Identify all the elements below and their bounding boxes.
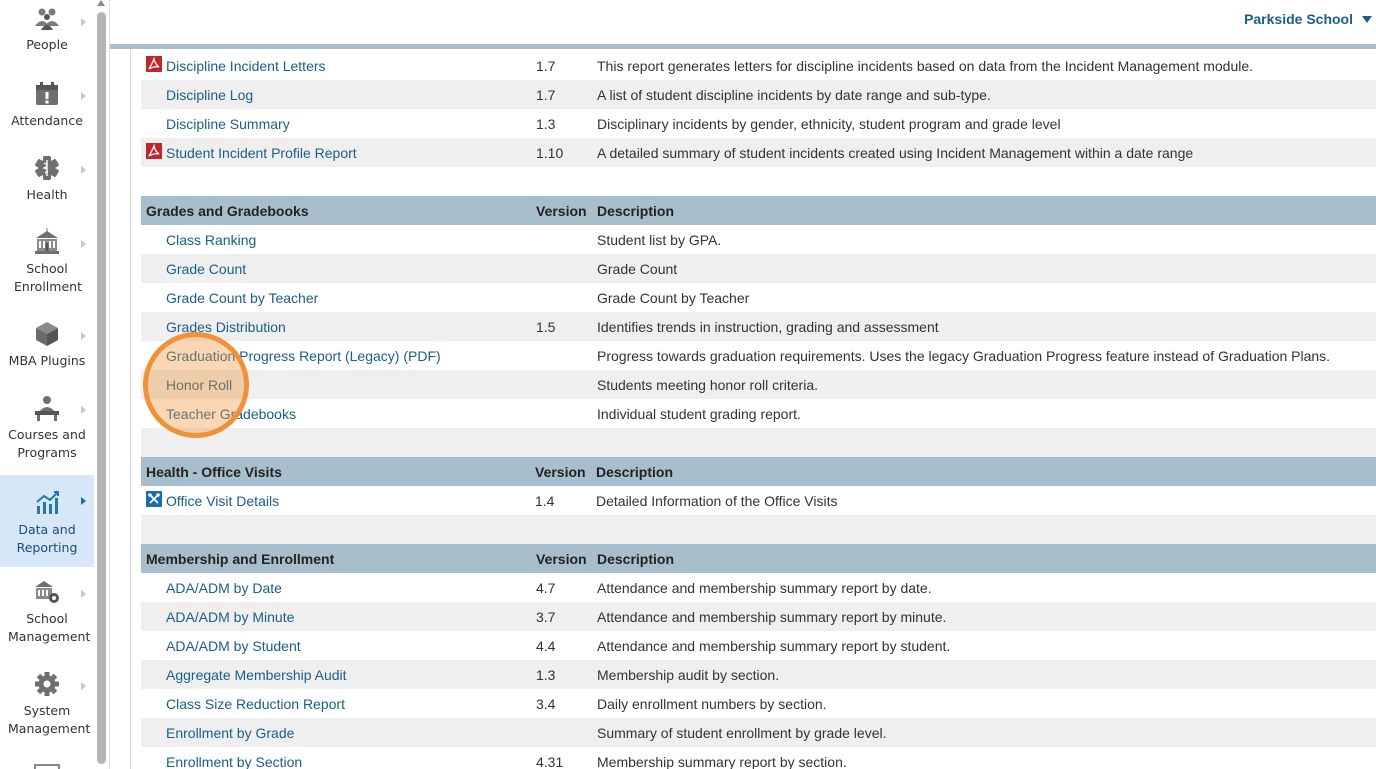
section-title: Health - Office Visits: [146, 464, 282, 480]
sidebar-item-label: People: [26, 37, 68, 52]
people-icon: [33, 4, 61, 32]
school-building-icon: [33, 228, 61, 256]
report-description: Attendance and membership summary report by date.: [597, 580, 932, 596]
pdf-icon: [146, 56, 162, 72]
chevron-right-icon: [81, 240, 86, 248]
health-icon: [33, 154, 61, 182]
report-link[interactable]: Enrollment by Section: [166, 754, 303, 769]
chevron-right-icon: [81, 682, 86, 690]
report-link[interactable]: Discipline Summary: [166, 116, 290, 132]
table-row: [141, 486, 1376, 515]
caret-down-icon: [1362, 16, 1372, 23]
school-selector[interactable]: [1244, 11, 1372, 27]
report-description: Identifies trends in instruction, grading and assessment: [597, 319, 939, 335]
report-link[interactable]: Office Visit Details: [166, 493, 280, 509]
tool-icon: [146, 491, 162, 507]
report-link[interactable]: Teacher Gradebooks: [166, 406, 296, 422]
report-description: Attendance and membership summary report by minute.: [597, 609, 947, 625]
sidebar-nav: [0, 0, 94, 769]
report-link[interactable]: Discipline Log: [166, 87, 254, 103]
chart-icon: [33, 489, 61, 517]
chevron-right-icon: [81, 18, 86, 26]
table-row: [141, 225, 1376, 254]
chevron-right-icon: [81, 92, 86, 100]
report-version: 3.7: [536, 609, 556, 625]
scroll-up-arrow-icon[interactable]: [97, 0, 105, 6]
report-version: 1.5: [536, 319, 556, 335]
table-row: [141, 312, 1376, 341]
report-link[interactable]: Grade Count: [166, 261, 247, 277]
report-description: Individual student grading report.: [597, 406, 801, 422]
sidebar-item-label: Courses and Programs: [8, 427, 86, 460]
section-spacer: [141, 167, 1376, 196]
chevron-right-icon: [81, 590, 86, 598]
report-description: Grade Count by Teacher: [597, 290, 750, 306]
table-row: [141, 573, 1376, 602]
table-row: [141, 631, 1376, 660]
grades-section: [141, 196, 1376, 457]
sidebar-item-system-management[interactable]: [0, 670, 94, 744]
table-row: [141, 399, 1376, 428]
sidebar-scrollbar[interactable]: [94, 0, 109, 769]
table-row: [141, 370, 1376, 399]
chevron-right-icon: [81, 497, 86, 505]
report-description: A list of student discipline incidents by date range and sub-type.: [597, 87, 991, 103]
report-link[interactable]: Enrollment by Grade: [166, 725, 295, 741]
sidebar-item-label: System Management: [8, 703, 91, 736]
sidebar-item-label: Health: [26, 187, 68, 202]
sidebar-item-people[interactable]: [0, 4, 94, 70]
table-row: [141, 254, 1376, 283]
chevron-right-icon: [81, 166, 86, 174]
attendance-icon: [33, 80, 61, 108]
version-column-header: Version: [536, 203, 587, 219]
report-link[interactable]: Discipline Incident Letters: [166, 58, 326, 74]
report-list: [130, 49, 1376, 769]
version-column-header: Version: [535, 464, 586, 480]
report-version: 1.3: [536, 116, 556, 132]
table-row: [141, 51, 1376, 80]
table-row: [141, 718, 1376, 747]
section-header: [141, 196, 1376, 225]
report-description: Membership summary report by section.: [597, 754, 847, 769]
report-description: A detailed summary of student incidents created using Incident Management within a date range: [597, 145, 1194, 161]
report-link[interactable]: Aggregate Membership Audit: [166, 667, 347, 683]
report-link[interactable]: Student Incident Profile Report: [166, 145, 357, 161]
description-column-header: Description: [597, 203, 675, 219]
report-link[interactable]: ADA/ADM by Date: [166, 580, 282, 596]
report-link[interactable]: Grades Distribution: [166, 319, 286, 335]
health-section: [141, 457, 1376, 544]
report-description: Detailed Information of the Office Visits: [596, 493, 838, 509]
report-link[interactable]: Class Size Reduction Report: [166, 696, 345, 712]
discipline-section: [141, 51, 1376, 196]
table-row: [141, 602, 1376, 631]
report-description: Students meeting honor roll criteria.: [597, 377, 818, 393]
report-version: 4.31: [536, 754, 564, 769]
box-icon: [33, 320, 61, 348]
report-version: 3.4: [536, 696, 556, 712]
section-spacer: [141, 515, 1376, 544]
sidebar-item-label: Attendance: [11, 113, 83, 128]
report-description: Grade Count: [597, 261, 678, 277]
report-version: 4.4: [536, 638, 556, 654]
sidebar-item-courses-and-programs[interactable]: [0, 394, 94, 468]
report-description: This report generates letters for discipline incidents based on data from the Incident Management module.: [597, 58, 1254, 74]
top-bar: [110, 0, 1376, 44]
report-description: Membership audit by section.: [597, 667, 780, 683]
school-name: Parkside School: [1244, 11, 1353, 27]
table-row: [141, 109, 1376, 138]
sidebar-item-attendance[interactable]: [0, 80, 94, 146]
report-version: 1.3: [536, 667, 556, 683]
section-header: [141, 457, 1376, 486]
chevron-right-icon: [81, 332, 86, 340]
school-gear-icon: [33, 578, 61, 606]
report-description: Daily enrollment numbers by section.: [597, 696, 827, 712]
description-column-header: Description: [596, 464, 674, 480]
report-description: Student list by GPA.: [597, 232, 722, 248]
sidebar-item-partial: [34, 764, 60, 769]
sidebar-item-label: School Management: [8, 611, 91, 644]
section-title: Membership and Enrollment: [146, 551, 335, 567]
chevron-right-icon: [81, 406, 86, 414]
gear-icon: [33, 670, 61, 698]
sidebar-item-label: MBA Plugins: [8, 353, 86, 368]
section-title: Grades and Gradebooks: [146, 203, 309, 219]
table-row: [141, 138, 1376, 167]
table-row: [141, 283, 1376, 312]
scrollbar-thumb[interactable]: [97, 12, 106, 764]
report-description: Summary of student enrollment by grade level.: [597, 725, 887, 741]
report-link[interactable]: Class Ranking: [166, 232, 257, 248]
sidebar-item-school-enrollment[interactable]: [0, 228, 94, 302]
teacher-desk-icon: [33, 394, 61, 422]
section-header: [141, 544, 1376, 573]
sidebar-item-school-management[interactable]: [0, 578, 94, 652]
table-row: [141, 747, 1376, 769]
report-description: Disciplinary incidents by gender, ethnicity, student program and grade level: [597, 116, 1061, 132]
report-link[interactable]: Graduation Progress Report (Legacy) (PDF): [166, 348, 441, 364]
report-link[interactable]: Grade Count by Teacher: [166, 290, 319, 306]
report-version: 4.7: [536, 580, 556, 596]
sidebar-item-label: School Enrollment: [14, 261, 82, 294]
report-version: 1.7: [536, 58, 556, 74]
membership-section: [141, 544, 1376, 769]
report-version: 1.10: [536, 145, 564, 161]
report-link[interactable]: Honor Roll: [166, 377, 233, 393]
section-spacer: [141, 428, 1376, 457]
pdf-icon: [146, 143, 162, 159]
description-column-header: Description: [597, 551, 675, 567]
sidebar-item-data-and-reporting[interactable]: [0, 475, 94, 567]
sidebar-item-mba-plugins[interactable]: [0, 320, 94, 376]
report-description: Attendance and membership summary report by student.: [597, 638, 951, 654]
report-link[interactable]: ADA/ADM by Minute: [166, 609, 295, 625]
table-row: [141, 689, 1376, 718]
version-column-header: Version: [536, 551, 587, 567]
report-link[interactable]: ADA/ADM by Student: [166, 638, 301, 654]
table-row: [141, 660, 1376, 689]
report-version: 1.7: [536, 87, 556, 103]
report-version: 1.4: [535, 493, 555, 509]
table-row: [141, 80, 1376, 109]
divider: [109, 0, 110, 769]
report-description: Progress towards graduation requirements. Uses the legacy Graduation Progress feature instead of Graduation Plans.: [597, 348, 1331, 364]
table-row: [141, 341, 1376, 370]
sidebar-item-label: Data and Reporting: [16, 522, 78, 555]
sidebar-item-health[interactable]: [0, 154, 94, 220]
